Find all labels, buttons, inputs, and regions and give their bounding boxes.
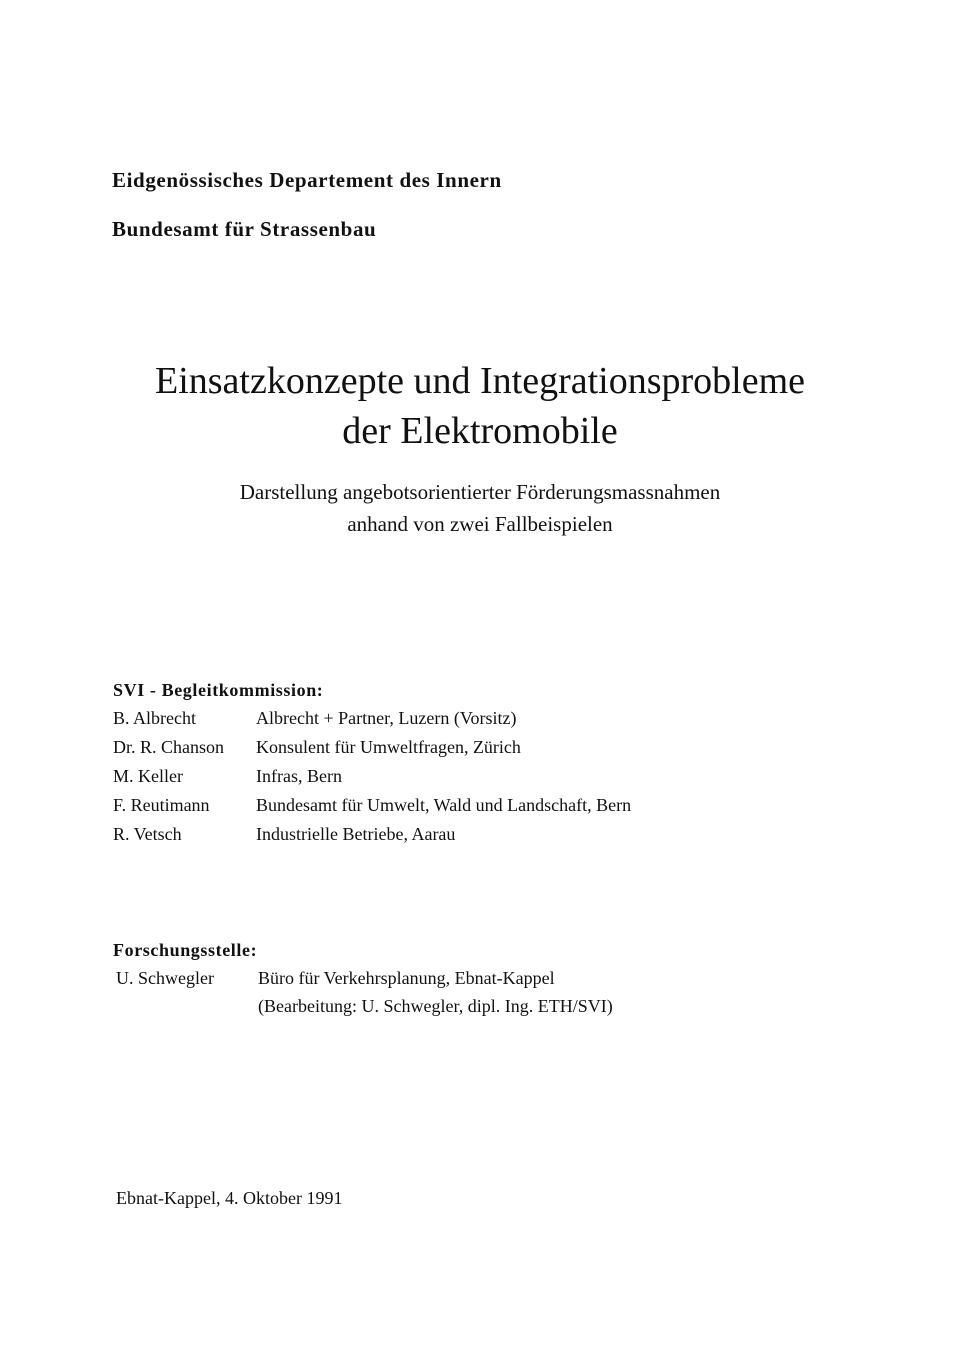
member-org: Albrecht + Partner, Luzern (Vorsitz) — [256, 708, 517, 728]
place-date: Ebnat-Kappel, 4. Oktober 1991 — [116, 1188, 343, 1208]
research-org: Büro für Verkehrsplanung, Ebnat-Kappel — [258, 968, 555, 988]
document-title — [0, 356, 960, 456]
subtitle-line-2: anhand von zwei Fallbeispielen — [347, 512, 613, 536]
research-note: (Bearbeitung: U. Schwegler, dipl. Ing. ETH/SVI) — [258, 996, 613, 1016]
document-subtitle — [0, 476, 960, 540]
research-heading: Forschungsstelle: — [113, 940, 258, 960]
member-name: R. Vetsch — [113, 824, 182, 844]
member-name: B. Albrecht — [113, 708, 196, 728]
subtitle-line-1: Darstellung angebotsorientierter Förderungsmassnahmen — [239, 480, 721, 504]
title-line-1: Einsatzkonzepte und Integrationsprobleme — [154, 360, 805, 402]
office-name: Bundesamt für Strassenbau — [112, 217, 377, 241]
research-name: U. Schwegler — [116, 968, 214, 988]
member-org: Konsulent für Umweltfragen, Zürich — [256, 737, 521, 757]
department-name: Eidgenössisches Departement des Innern — [112, 168, 502, 192]
committee-heading: SVI - Begleitkommission: — [113, 680, 324, 700]
title-line-2: der Elektromobile — [342, 410, 618, 452]
member-name: F. Reutimann — [113, 795, 210, 815]
member-org: Industrielle Betriebe, Aarau — [256, 824, 456, 844]
member-org: Infras, Bern — [256, 766, 342, 786]
member-name: Dr. R. Chanson — [113, 737, 225, 757]
member-name: M. Keller — [113, 766, 183, 786]
member-org: Bundesamt für Umwelt, Wald und Landschaft, Bern — [256, 795, 632, 815]
